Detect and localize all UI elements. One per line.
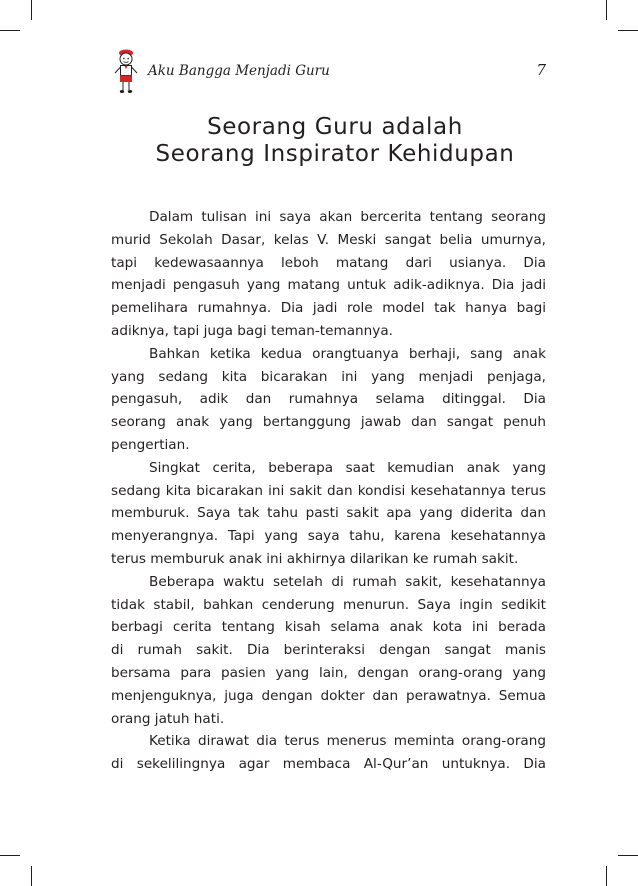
crop-mark-top-right-horizontal bbox=[618, 30, 638, 31]
text-line: di sekelilingnya agar membaca Al-Qur’an untuknya. Dia bbox=[111, 756, 546, 773]
text-line: menjadi pengasuh yang matang untuk adik-adiknya. Dia jadi bbox=[111, 277, 546, 294]
text-line: orang jatuh hati. bbox=[111, 710, 225, 727]
text-line: tapi kedewasaannya leboh matang dari usianya. Dia bbox=[111, 254, 546, 271]
text-line: Singkat cerita, beberapa saat kemudian anak yang bbox=[149, 459, 546, 476]
chapter-title-line: Seorang Inspirator Kehidupan bbox=[155, 141, 515, 167]
text-line: pemelihara rumahnya. Dia jadi role model tak hanya bagi bbox=[111, 300, 546, 317]
crop-mark-bottom-right-horizontal bbox=[618, 855, 638, 856]
text-line: terus memburuk anak ini akhirnya dilarikan ke rumah sakit. bbox=[111, 550, 519, 567]
crop-mark-bottom-left-horizontal bbox=[0, 855, 20, 856]
paragraph bbox=[111, 571, 546, 731]
crop-mark-bottom-left-vertical bbox=[31, 866, 32, 886]
crop-mark-top-right-vertical bbox=[606, 0, 607, 20]
text-line: pengertian. bbox=[111, 436, 190, 453]
student-mascot-icon bbox=[112, 46, 140, 96]
body-text bbox=[111, 206, 546, 776]
running-header-title: Aku Bangga Menjadi Guru bbox=[148, 63, 330, 79]
paragraph bbox=[111, 457, 546, 571]
paragraph bbox=[111, 206, 546, 343]
text-line: Ketika dirawat dia terus menerus meminta orang-orang bbox=[149, 733, 546, 750]
text-line: bersama para pasien yang lain, dengan orang-orang yang bbox=[111, 664, 546, 681]
crop-mark-top-left-horizontal bbox=[0, 30, 20, 31]
chapter-title bbox=[100, 114, 570, 168]
crop-mark-bottom-right-vertical bbox=[606, 866, 607, 886]
paragraph bbox=[111, 343, 546, 457]
text-line: pengasuh, adik dan rumahnya selama ditinggal. Dia bbox=[111, 391, 546, 408]
text-line: Beberapa waktu setelah di rumah sakit, kesehatannya bbox=[149, 573, 546, 590]
text-line: seorang anak yang bertanggung jawab dan sangat penuh bbox=[111, 414, 546, 431]
chapter-title-line: Seorang Guru adalah bbox=[207, 114, 463, 140]
text-line: adiknya, tapi juga bagi teman-temannya. bbox=[111, 322, 393, 339]
text-line: murid Sekolah Dasar, kelas V. Meski sangat belia umurnya, bbox=[111, 231, 546, 248]
text-line: menyerangnya. Tapi yang saya tahu, karena kesehatannya bbox=[111, 528, 546, 545]
text-line: di rumah sakit. Dia berinteraksi dengan sangat manis bbox=[111, 642, 546, 659]
text-line: tidak stabil, bahkan cenderung menurun. Saya ingin sedikit bbox=[111, 596, 546, 613]
text-line: Dalam tulisan ini saya akan bercerita tentang seorang bbox=[149, 209, 546, 225]
text-line: berbagi cerita tentang kisah selama anak kota ini berada bbox=[111, 619, 546, 636]
crop-mark-top-left-vertical bbox=[31, 0, 32, 20]
text-line: menjenguknya, juga dengan dokter dan perawatnya. Semua bbox=[111, 687, 546, 704]
text-line: Bahkan ketika kedua orangtuanya berhaji, sang anak bbox=[149, 345, 546, 362]
text-line: memburuk. Saya tak tahu pasti sakit apa yang diderita dan bbox=[111, 505, 546, 522]
page-number: 7 bbox=[536, 61, 546, 79]
paragraph bbox=[111, 730, 546, 776]
text-line: sedang kita bicarakan ini sakit dan kondisi kesehatannya terus bbox=[111, 482, 546, 499]
text-line: yang sedang kita bicarakan ini yang menjadi penjaga, bbox=[111, 368, 546, 385]
